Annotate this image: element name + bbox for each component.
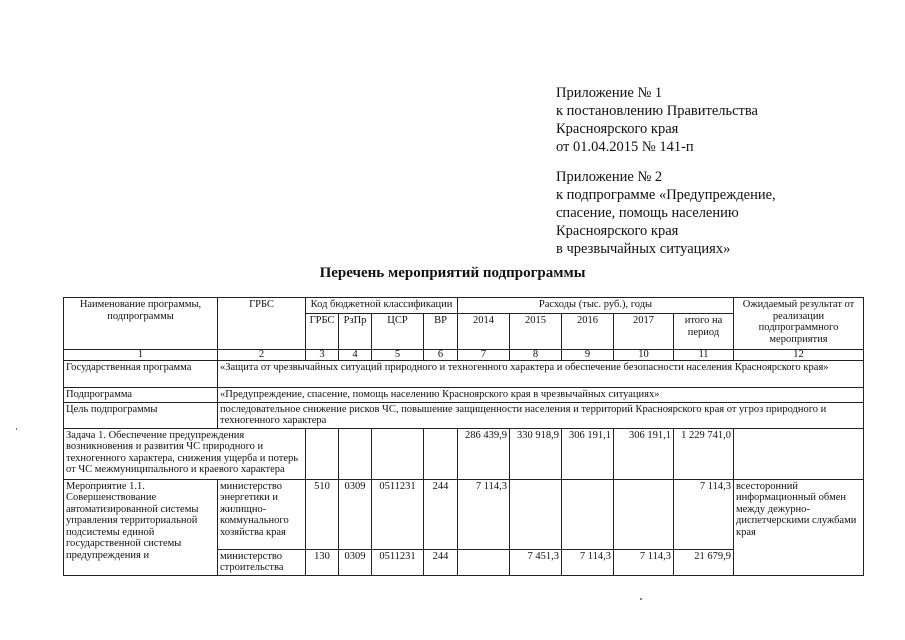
scan-artifact-dot [640,598,642,600]
column-number: 10 [614,350,674,361]
column-number: 5 [372,350,424,361]
appendix-1-line: Приложение № 1 [556,85,663,101]
state-program-text: «Защита от чрезвычайных ситуаций природного и техногенного характера и обеспечение безопасности населения Красноярского края» [218,361,864,388]
appendix-1-block [556,84,758,156]
column-number: 12 [734,350,864,361]
header-expenses: Расходы (тыс. руб.), годы [458,298,734,314]
table-row [64,388,864,403]
table-row [64,361,864,388]
measure-row-code: 510 [306,479,339,549]
document-title: Перечень мероприятий подпрограммы [319,265,586,281]
column-number: 6 [424,350,458,361]
measure-row-2016 [562,479,614,549]
header-year-2016: 2016 [562,314,614,350]
measure-row-code: 130 [306,549,339,575]
appendix-2-block [556,168,776,258]
state-program-label: Государственная программа [64,361,218,388]
measures-table [63,297,864,576]
goal-label: Цель подпрограммы [64,402,218,428]
subprogram-text: «Предупреждение, спасение, помощь населению Красноярского края в чрезвычайных ситуациях» [218,388,864,403]
table-row [64,402,864,428]
header-year-2015: 2015 [510,314,562,350]
task-1-2016: 306 191,1 [562,428,614,479]
measure-row-2015: 7 451,3 [510,549,562,575]
measure-row-2016: 7 114,3 [562,549,614,575]
column-number: 3 [306,350,339,361]
scan-artifact-dot [16,428,17,430]
header-name: Наименование программы, подпрограммы [64,298,218,350]
column-number: 1 [64,350,218,361]
appendix-2-line: к подпрограмме «Предупреждение, [556,187,776,203]
column-number: 4 [339,350,372,361]
measure-row-2017 [614,479,674,549]
appendix-2-line: Приложение № 2 [556,169,663,185]
header-sub-vr: ВР [424,314,458,350]
measure-row-vr: 244 [424,479,458,549]
appendix-1-line: Красноярского края [556,121,679,137]
appendix-2-line: в чрезвычайных ситуациях» [556,241,731,257]
column-number: 11 [674,350,734,361]
table-row [64,428,864,479]
measure-row-2014: 7 114,3 [458,479,510,549]
table-row [64,479,864,549]
header-result: Ожидаемый результат от реализации подпрограммного мероприятия [734,298,864,350]
measure-row-csr: 0511231 [372,549,424,575]
measure-row-total: 21 679,9 [674,549,734,575]
measure-row-grbs: министерство энергетики и жилищно-коммунального хозяйства края [218,479,306,549]
measure-1-1-name: Мероприятие 1.1. Совершенствование автоматизированной системы управления территориальной подсистемы единой государственной системы предупреждения и [64,479,218,575]
header-total: итого на период [674,314,734,350]
measure-row-2017: 7 114,3 [614,549,674,575]
header-grbs: ГРБС [218,298,306,350]
measure-1-1-result: всесторонний информационный обмен между дежурно-диспетчерскими службами края [734,479,864,575]
header-sub-csr: ЦСР [372,314,424,350]
task-1-total: 1 229 741,0 [674,428,734,479]
column-number: 2 [218,350,306,361]
measure-row-2014 [458,549,510,575]
measure-row-csr: 0511231 [372,479,424,549]
header-sub-rzpr: РзПр [339,314,372,350]
column-number: 8 [510,350,562,361]
column-number: 7 [458,350,510,361]
subprogram-label: Подпрограмма [64,388,218,403]
task-1-2017: 306 191,1 [614,428,674,479]
appendix-2-line: спасение, помощь населению [556,205,739,221]
task-1-2014: 286 439,9 [458,428,510,479]
measure-row-2015 [510,479,562,549]
header-year-2017: 2017 [614,314,674,350]
header-budget-code: Код бюджетной классификации [306,298,458,314]
measure-row-grbs: министерство строительства [218,549,306,575]
task-1-text: Задача 1. Обеспечение предупреждения возникновения и развития ЧС природного и техногенного характера, снижения ущерба и потерь от ЧС межмуниципального и краевого характера [64,428,306,479]
measure-row-rzpr: 0309 [339,479,372,549]
appendix-2-line: Красноярского края [556,223,679,239]
measure-row-vr: 244 [424,549,458,575]
header-sub-grbs: ГРБС [306,314,339,350]
measure-row-rzpr: 0309 [339,549,372,575]
goal-text: последовательное снижение рисков ЧС, повышение защищенности населения и территорий Красноярского края от угроз природного и техногенного характера [218,402,864,428]
appendix-1-line: к постановлению Правительства [556,103,758,119]
column-number: 9 [562,350,614,361]
appendix-1-line: от 01.04.2015 № 141-п [556,139,694,155]
measure-row-total: 7 114,3 [674,479,734,549]
task-1-2015: 330 918,9 [510,428,562,479]
header-year-2014: 2014 [458,314,510,350]
